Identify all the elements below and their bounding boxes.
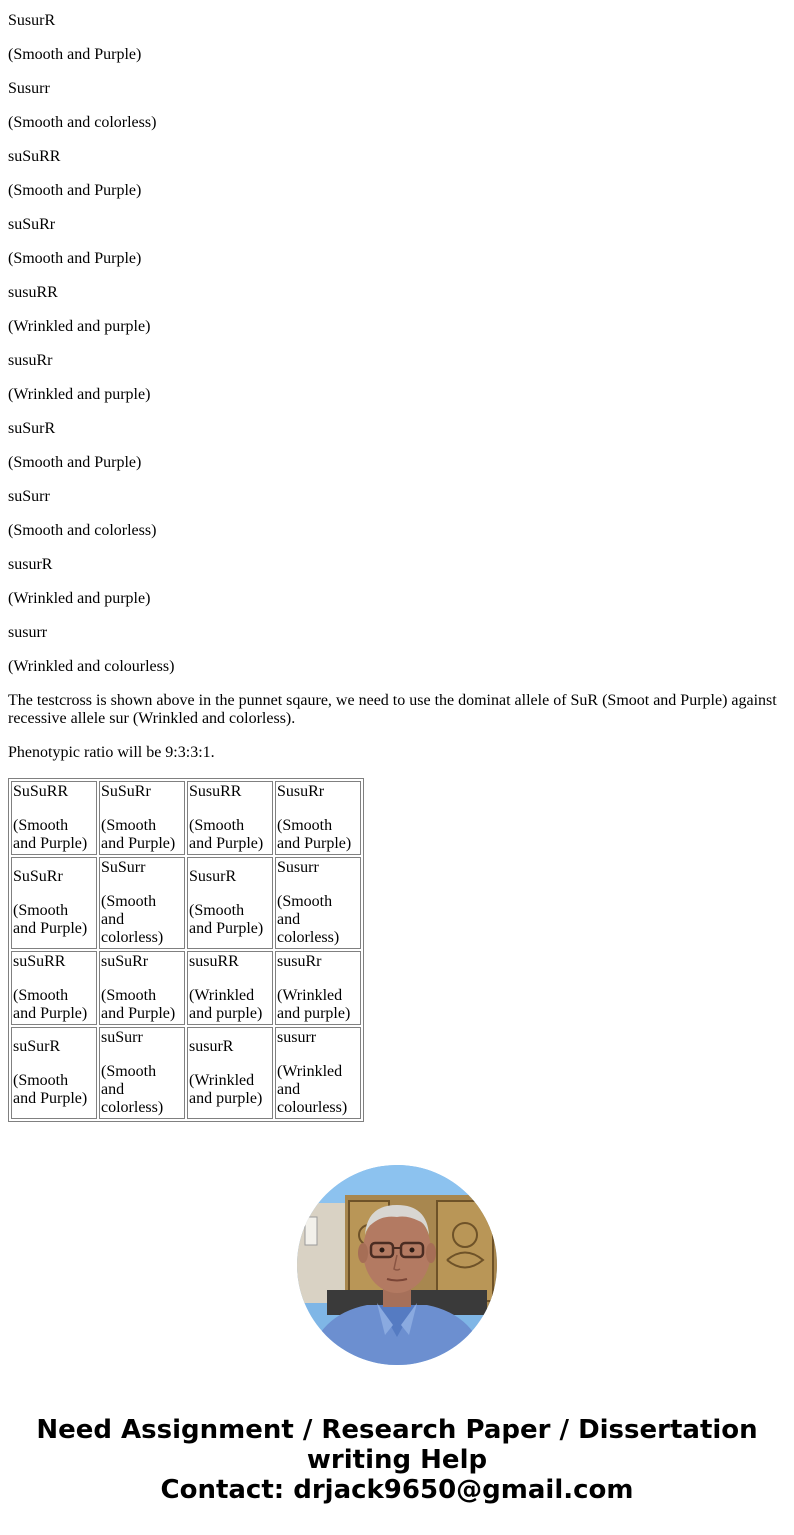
list-item: SusurR [8, 12, 56, 29]
list-item: (Wrinkled and purple) [8, 590, 151, 607]
list-item: susuRr [8, 352, 53, 369]
table-cell [99, 951, 185, 1025]
table-cell [187, 781, 273, 855]
genotype-list [8, 12, 786, 676]
cell-genotype: SuSurr [101, 859, 146, 876]
list-item: suSuRR [8, 148, 61, 165]
ratio-paragraph: Phenotypic ratio will be 9:3:3:1. [8, 744, 215, 761]
cell-genotype: SusurR [189, 868, 237, 885]
cell-genotype: SusuRR [189, 783, 242, 800]
list-item: suSurr [8, 488, 50, 505]
table-cell [187, 857, 273, 949]
table-cell [187, 951, 273, 1025]
list-item: (Smooth and Purple) [8, 454, 142, 471]
list-item: (Wrinkled and purple) [8, 318, 151, 335]
table-cell [187, 1027, 273, 1119]
list-item: susurr [8, 624, 48, 641]
list-item: suSuRr [8, 216, 56, 233]
table-cell [275, 951, 361, 1025]
cell-genotype: suSuRR [13, 953, 66, 970]
table-cell [11, 951, 97, 1025]
cell-phenotype: (Wrinkled and colourless) [277, 1063, 348, 1116]
avatar-portrait-image [297, 1165, 497, 1365]
table-cell [275, 781, 361, 855]
list-item: suSurR [8, 420, 56, 437]
cell-phenotype: (Smooth and Purple) [13, 987, 88, 1022]
table-row [11, 857, 361, 949]
cell-genotype: suSurr [101, 1029, 143, 1046]
cell-phenotype: (Smooth and Purple) [277, 817, 352, 852]
punnett-square [8, 778, 364, 1122]
table-cell [11, 1027, 97, 1119]
cell-genotype: susurR [189, 1038, 234, 1055]
cell-phenotype: (Wrinkled and purple) [189, 987, 263, 1022]
contact-line: Contact: drjack9650@gmail.com [160, 1475, 634, 1505]
table-cell [11, 857, 97, 949]
cell-genotype: SuSuRR [13, 783, 69, 800]
list-item: susurR [8, 556, 53, 573]
list-item: (Smooth and Purple) [8, 182, 142, 199]
table-row [11, 1027, 361, 1119]
table-cell [99, 1027, 185, 1119]
list-item: (Wrinkled and colourless) [8, 658, 175, 675]
cell-genotype: susurr [277, 1029, 317, 1046]
footer-line: Need Assignment / Research Paper / Dissertation [36, 1415, 758, 1445]
footer-line: writing Help [306, 1445, 488, 1475]
cell-genotype: suSurR [13, 1038, 61, 1055]
list-item: (Wrinkled and purple) [8, 386, 151, 403]
cell-phenotype: (Smooth and colorless) [101, 893, 164, 946]
cell-genotype: susuRR [189, 953, 239, 970]
cell-phenotype: (Smooth and colorless) [101, 1063, 164, 1116]
table-cell [275, 857, 361, 949]
cell-genotype: SuSuRr [101, 783, 151, 800]
table-row [11, 951, 361, 1025]
cell-genotype: Susurr [277, 859, 319, 876]
cell-phenotype: (Smooth and Purple) [13, 1072, 88, 1107]
list-item: (Smooth and Purple) [8, 46, 142, 63]
cell-genotype: susuRr [277, 953, 322, 970]
explanation-paragraph: The testcross is shown above in the punnet sqaure, we need to use the dominat allele of SuR (Smoot and Purple) against recessive allele sur (Wrinkled and colorless). [8, 692, 777, 727]
table-cell [275, 1027, 361, 1119]
footer-banner [0, 1415, 794, 1505]
cell-phenotype: (Smooth and colorless) [277, 893, 340, 946]
cell-genotype: SusuRr [277, 783, 325, 800]
cell-phenotype: (Wrinkled and purple) [277, 987, 351, 1022]
cell-phenotype: (Wrinkled and purple) [189, 1072, 263, 1107]
list-item: (Smooth and colorless) [8, 522, 157, 539]
document-body [0, 12, 794, 1122]
list-item: Susurr [8, 80, 50, 97]
list-item: (Smooth and Purple) [8, 250, 142, 267]
cell-phenotype: (Smooth and Purple) [13, 817, 88, 852]
table-cell [99, 781, 185, 855]
cell-genotype: suSuRr [101, 953, 149, 970]
cell-phenotype: (Smooth and Purple) [13, 902, 88, 937]
table-cell [99, 857, 185, 949]
cell-phenotype: (Smooth and Purple) [189, 902, 264, 937]
cell-genotype: SuSuRr [13, 868, 63, 885]
avatar [297, 1165, 497, 1365]
table-row [11, 781, 361, 855]
table-cell [11, 781, 97, 855]
list-item: (Smooth and colorless) [8, 114, 157, 131]
cell-phenotype: (Smooth and Purple) [189, 817, 264, 852]
list-item: susuRR [8, 284, 58, 301]
cell-phenotype: (Smooth and Purple) [101, 987, 176, 1022]
cell-phenotype: (Smooth and Purple) [101, 817, 176, 852]
